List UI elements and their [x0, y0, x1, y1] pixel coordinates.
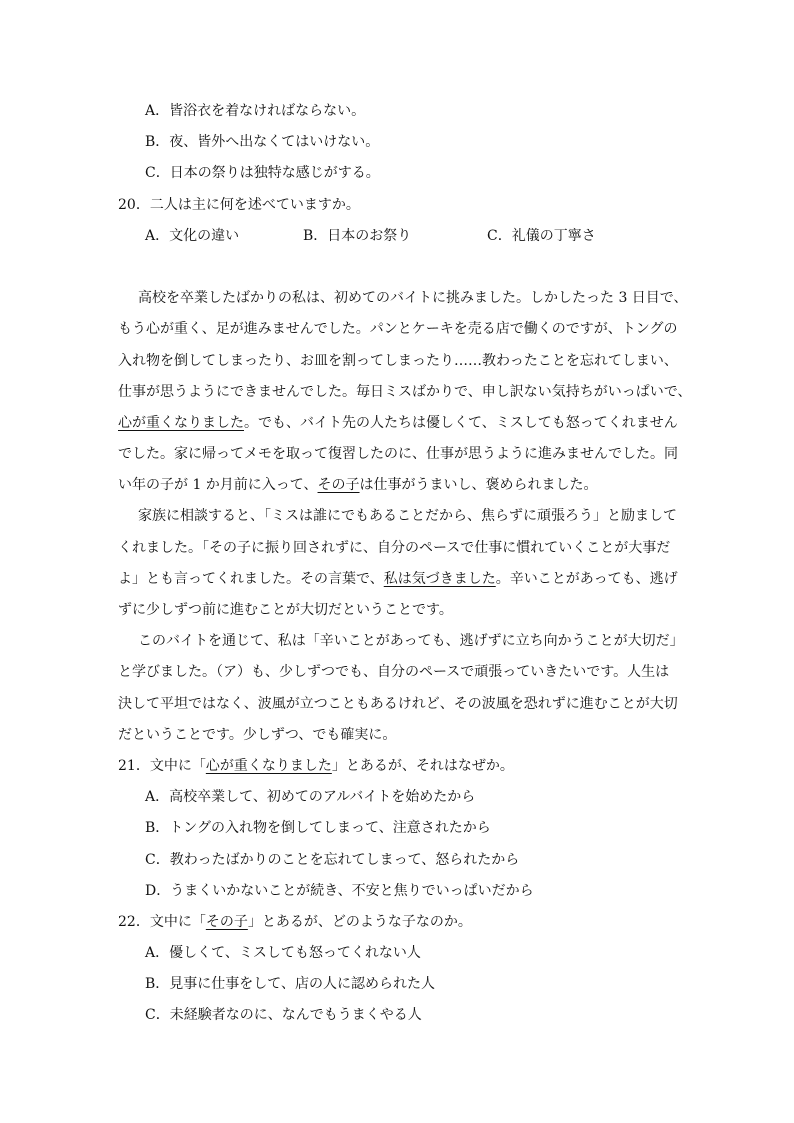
passage-text: よ」とも言ってくれました。その言葉で、	[118, 570, 384, 587]
q20-option-b: B．日本のお祭り	[303, 227, 412, 244]
passage-text: は仕事がうまいし、褒められました。	[359, 477, 598, 494]
passage-text: でした。家に帰ってメモを取って復習したのに、仕事が思うように進みませんでした。同	[118, 446, 678, 463]
q21-stem-text: 21．文中に「	[118, 757, 206, 774]
passage-line	[118, 689, 718, 720]
q21-option-b: B．トングの入れ物を倒してしまって、注意されたから	[145, 820, 491, 837]
q22-option-c: C．未経験者なのに、なんでもうまくやる人	[145, 1007, 422, 1024]
passage-text: と学びました。（ア）も、少しずつでも、自分のペースで頑張っていきたいです。人生は	[118, 664, 670, 681]
q19-option-a: A．皆浴衣を着なければならない。	[145, 103, 366, 119]
q22-stem-text: 」とあるが、どのような子なのか。	[247, 913, 472, 930]
passage-text: くれました。「その子に振り回されずに、自分のペースで仕事に慣れていくことが大事だ	[118, 539, 671, 556]
passage-text: 高校を卒業したばかりの私は、初めてのバイトに挑みました。しかしたった 3 日目で、	[138, 290, 688, 307]
blank-spacer	[118, 252, 718, 283]
passage-line	[118, 470, 718, 501]
passage-line	[118, 501, 718, 532]
passage-text: だということです。少しずつ、でも確実に。	[118, 726, 397, 743]
passage-line	[118, 377, 718, 408]
passage-line	[118, 408, 718, 439]
q21-option-d: D．うまくいかないことが続き、不安と焦りでいっぱいだから	[145, 882, 534, 899]
q20-stem: 20．二人は主に何を述べていますか。	[118, 196, 360, 213]
q22-underlined-phrase: その子	[205, 913, 248, 930]
q21-underlined-phrase: 心が重くなりました	[205, 757, 332, 774]
passage-text: 。辛いことがあっても、逃げ	[495, 570, 678, 587]
q22-stem-text: 22．文中に「	[118, 913, 206, 930]
passage-text: 決して平坦ではなく、波風が立つこともあるけれど、その波風を恐れずに進むことが大切	[118, 695, 678, 712]
passage-line	[118, 720, 718, 751]
underlined-phrase-kokoro: 心が重くなりました	[118, 414, 244, 431]
q21-option-a: A．高校卒業して、初めてのアルバイトを始めたから	[145, 789, 476, 806]
q22-option-a: A．優しくて、ミスしても怒ってくれない人	[145, 945, 421, 962]
passage-text: このバイトを通じて、私は「辛いことがあっても、逃げずに立ち向かうことが大切だ」	[138, 633, 684, 650]
reading-passage	[118, 283, 718, 751]
underlined-phrase-kizuki: 私は気づきました	[383, 570, 496, 587]
q22-option-b: B．見事に仕事をして、店の人に認められた人	[145, 976, 436, 993]
passage-line	[118, 283, 718, 314]
q21-stem	[118, 751, 718, 782]
q19-option-c: C．日本の祭りは独特な感じがする。	[145, 165, 380, 182]
underlined-phrase-sonoko: その子	[317, 477, 360, 494]
passage-line	[118, 595, 718, 626]
q20-option-a: A．文化の違い	[145, 227, 240, 244]
q21-option-c: C．教わったばかりのことを忘れてしまって、怒られたから	[145, 851, 520, 868]
passage-text: 仕事が思うようにできませんでした。毎日ミスばかりで、申し訳ない気持ちがいっぱいで、	[118, 383, 692, 400]
passage-text: ずに少しずつ前に進むことが大切だということです。	[118, 602, 453, 618]
q22-stem	[118, 907, 718, 938]
passage-line	[118, 564, 718, 595]
passage-line	[118, 439, 718, 470]
passage-text: 。でも、バイト先の人たちは優しくて、ミスしても怒ってくれません	[244, 414, 678, 431]
q21-stem-text: 」とあるが、それはなぜか。	[331, 757, 514, 774]
passage-text: もう心が重く、足が進みませんでした。パンとケーキを売る店で働くのですが、トングの	[118, 321, 678, 338]
q20-options	[118, 221, 718, 252]
passage-text: い年の子が 1 か月前に入って、	[118, 477, 318, 494]
passage-text: 家族に相談すると、「ミスは誰にでもあることだから、焦らずに頑張ろう」と励まして	[138, 508, 677, 525]
q20-option-c: C．礼儀の丁寧さ	[487, 227, 596, 244]
exam-page	[118, 96, 718, 1032]
q19-option-b: B．夜、皆外へ出なくてはいけない。	[145, 134, 380, 151]
passage-line	[118, 346, 718, 377]
passage-line	[118, 657, 718, 688]
passage-line	[118, 314, 718, 345]
passage-line	[118, 626, 718, 657]
passage-text: 入れ物を倒してしまったり、お皿を割ってしまったり……教わったことを忘れてしまい、	[118, 352, 678, 369]
passage-line	[118, 533, 718, 564]
